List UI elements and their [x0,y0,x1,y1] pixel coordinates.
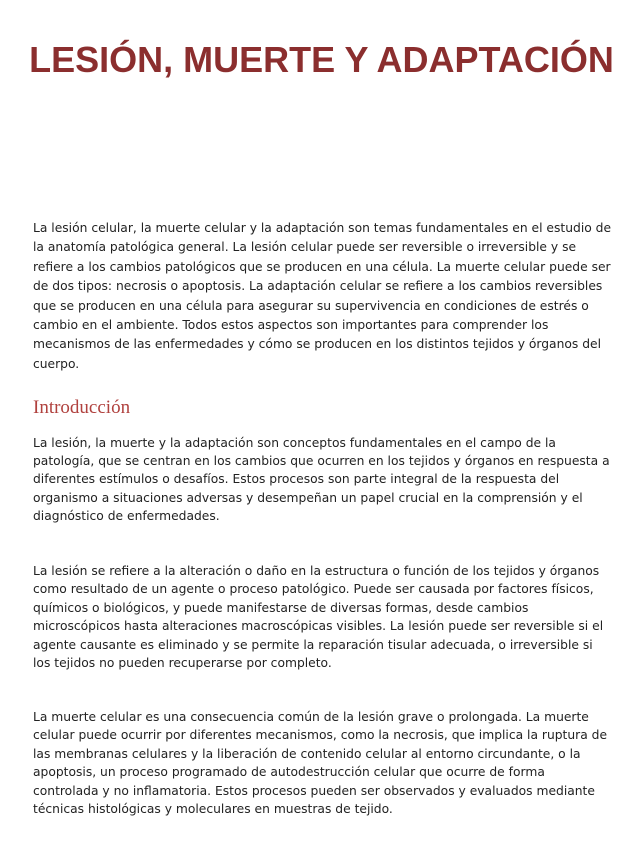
section-paragraph-1: La lesión, la muerte y la adaptación son conceptos fundamentales en el campo de la patología, que se centran en los cambios que ocurren en los tejidos y órganos en respuesta a diferentes estímulos o desafíos. Estos procesos son parte integral de la respuesta del organismo a situaciones adversas y desempeñan un papel crucial en la comprensión y el diagnóstico de enfermedades. [33,436,610,523]
intro-paragraph: La lesión celular, la muerte celular y la adaptación son temas fundamentales en el estudio de la anatomía patológica general. La lesión celular puede ser reversible o irreversible y se refiere a los cambios patológicos que se producen en una célula. La muerte celular puede ser de dos tipos: necrosis o apoptosis. La adaptación celular se refiere a los cambios reversibles que se producen en una célula para asegurar su supervivencia en condiciones de estrés o cambio en el ambiente. Todos estos aspectos son importantes para comprender los mecanismos de las enfermedades y cómo se producen en los distintos tejidos y órganos del cuerpo. [33,221,612,371]
section-paragraph-3: La muerte celular es una consecuencia común de la lesión grave o prolongada. La muerte celular puede ocurrir por diferentes mecanismos, como la necrosis, que implica la ruptura de las membranas celulares y la liberación de contenido celular al entorno circundante, o la apoptosis, un proceso programado de autodestrucción celular que ocurre de forma controlada y no inflamatoria. Estos procesos pueden ser observados y evaluados mediante técnicas histológicas y moleculares en muestras de tejido. [33,710,608,817]
document-title: LESIÓN, MUERTE Y ADAPTACIÓN [29,39,614,80]
section-heading-introduccion: Introducción [33,397,131,418]
section-paragraph-2: La lesión se refiere a la alteración o daño en la estructura o función de los tejidos y órganos como resultado de un agente o proceso patológico. Puede ser causada por factores físicos, químicos o biológicos, y puede manifestarse de diversas formas, desde cambios microscópicos hasta alteraciones macroscópicas visibles. La lesión puede ser reversible si el agente causante es eliminado y se permite la reparación tisular adecuada, o irreversible si los tejidos no pueden recuperarse por completo. [33,564,604,671]
